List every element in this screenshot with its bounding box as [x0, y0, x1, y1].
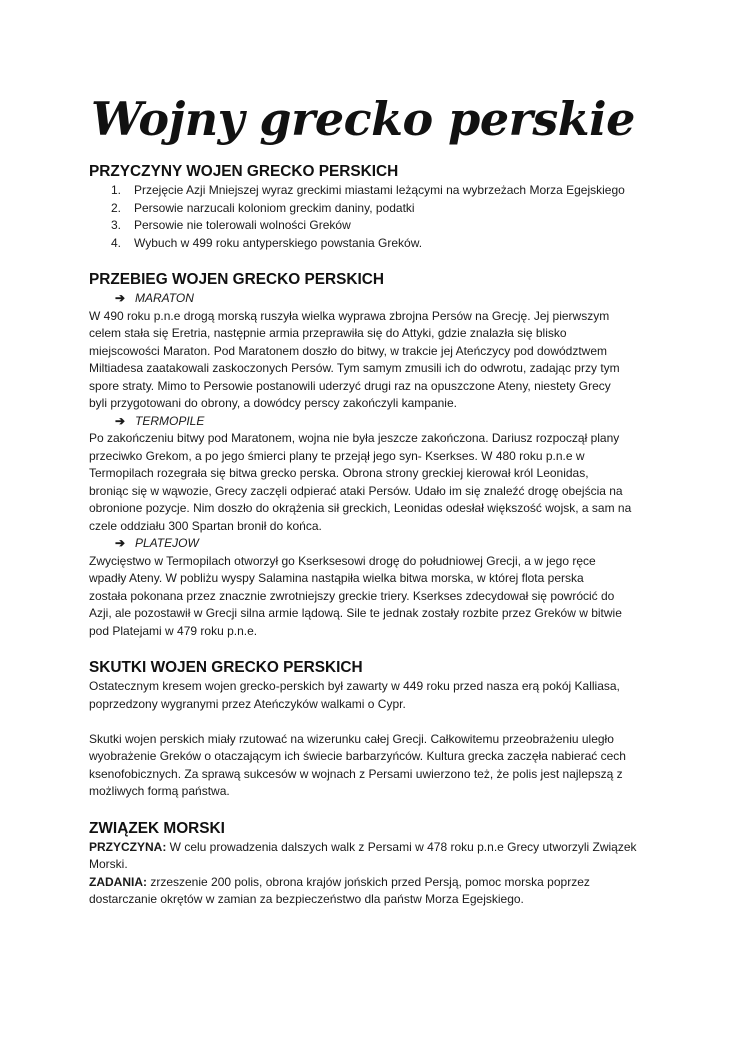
- paragraph-line: spore straty. Mimo to Persowie postanowili uderzyć drugi raz na opuszczone Ateny, niestety Grecy: [89, 378, 611, 393]
- effects-paragraph-2: [89, 731, 690, 801]
- battle-name: MARATON: [135, 291, 194, 306]
- paragraph-line: wyobrażenie Greków o otaczającym ich świecie barbarzyńców. Kultura grecka zaczęła nabierać cech: [89, 749, 626, 764]
- battle-platejow-text: [89, 553, 690, 641]
- paragraph-line: miejscowości Maraton. Pod Maratonem doszło do bitwy, w trakcie jej Ateńczycy pod dowództwem: [89, 343, 607, 358]
- paragraph-line: Azji, ale pozostawił w Grecji silna armie lądową. Sile te jednak zostały rozbite przez Greków w bitwie: [89, 606, 622, 621]
- league-cause-line: [89, 839, 690, 857]
- list-item: 1. Przejęcie Azji Mniejszej wyraz greckimi miastami leżącymi na wybrzeżach Morza Egejskiego: [111, 183, 625, 197]
- list-item: 3. Persowie nie tolerowali wolności Greków: [111, 218, 351, 233]
- paragraph-line: przeciwko Grekom, a po jego śmierci plany te przejął jego syn- Kserkses. W 480 roku p.n.e w: [89, 448, 585, 463]
- paragraph-line: ksenofobicznych. Za sprawą sukcesów w wojnach z Persami uwierzono też, że polis jest najlepszą z: [89, 766, 623, 781]
- paragraph-line: broniąc się w wąwozie, Grecy zaczęli odpierać ataki Persów. Udało im się znaleźć drogę obejścia na: [89, 483, 623, 498]
- paragraph-line: dostarczanie okrętów w zamian za bezpieczeństwo dla państw Morza Egejskiego.: [89, 892, 524, 907]
- paragraph-line: poprzedzony wygranymi przez Ateńczyków walkami o Cypr.: [89, 696, 406, 711]
- paragraph-line: Zwycięstwo w Termopilach otworzył go Kserksesowi drogę do południowej Grecji, a w jego ręce: [89, 553, 596, 568]
- effects-heading: SKUTKI WOJEN GRECKO PERSKICH: [89, 659, 363, 677]
- paragraph-line: możliwych formą państwa.: [89, 784, 230, 799]
- paragraph-line: obronione pozycje. Nim doszło do okrążenia sił greckich, Leonidas odesłał większość wojsk, a sam na: [89, 501, 632, 516]
- paragraph-line: byli przygotowani do obrony, a dowódcy perscy zakończyli kampanie.: [89, 396, 457, 411]
- arrow-right-icon: ➔: [115, 413, 126, 428]
- list-item: 4. Wybuch w 499 roku antyperskiego powstania Greków.: [111, 235, 423, 250]
- page-title: Wojny grecko perskie: [91, 92, 635, 146]
- paragraph-line: celem stała się Eretria, następnie armia przeprawiła się do Attyki, gdzie znalazła się blisko: [89, 326, 567, 341]
- paragraph-line: W 490 roku p.n.e drogą morską ruszyła wielka wyprawa zbrojna Persów na Grecję. Jej pierwszym: [89, 308, 610, 323]
- cause-label: PRZYCZYNA:: [89, 839, 167, 854]
- causes-section: [89, 162, 690, 252]
- league-tasks-line: [89, 874, 690, 892]
- causes-list: [89, 182, 690, 252]
- battle-termopile-heading: [89, 413, 690, 431]
- paragraph-line: Ostatecznym kresem wojen grecko-perskich był zawarty w 449 roku przed nasza erą pokój Kalliasa,: [89, 679, 620, 694]
- paragraph-line: Termopilach rozegrała się bitwa grecko perska. Obrona strony greckiej kierował król Leonidas,: [89, 466, 589, 481]
- course-section: [89, 270, 690, 640]
- paragraph-line: Po zakończeniu bitwy pod Maratonem, wojna nie była jeszcze zakończona. Dariusz rozpoczął plany: [89, 431, 620, 446]
- arrow-right-icon: ➔: [115, 536, 126, 551]
- battle-name: PLATEJOW: [135, 536, 199, 551]
- paragraph-line: Skutki wojen perskich miały rzutować na wizerunku całej Grecji. Całkowitemu przeobrażeniu uległo: [89, 731, 614, 746]
- causes-heading: PRZYCZYNY WOJEN GRECKO PERSKICH: [89, 163, 399, 180]
- arrow-right-icon: ➔: [115, 291, 126, 306]
- paragraph-spacer: [89, 713, 690, 731]
- battle-name: TERMOPILE: [135, 413, 205, 428]
- paragraph-line: Morski.: [89, 857, 128, 872]
- paragraph-line: pod Platejami w 479 roku p.n.e.: [89, 623, 258, 638]
- paragraph-text: zrzeszenie 200 polis, obrona krajów jońskich przed Persją, pomoc morska poprzez: [147, 874, 590, 889]
- list-item: 2. Persowie narzucali koloniom greckim daniny, podatki: [111, 200, 415, 215]
- battle-marathon-heading: [89, 290, 690, 308]
- battle-termopile-text: [89, 430, 690, 535]
- effects-section: [89, 658, 690, 801]
- battle-marathon-text: [89, 308, 690, 413]
- paragraph-line: czele oddziału 300 Spartan bronił do końca.: [89, 518, 322, 533]
- course-heading: PRZEBIEG WOJEN GRECKO PERSKICH: [89, 271, 385, 289]
- league-heading: ZWIĄZEK MORSKI: [89, 819, 225, 837]
- effects-paragraph-1: [89, 678, 690, 713]
- league-section: [89, 819, 690, 909]
- paragraph-line: wpadły Ateny. W pobliżu wyspy Salamina nastąpiła wielka bitwa morska, w której flota perska: [89, 571, 584, 586]
- paragraph-text: W celu prowadzenia dalszych walk z Persami w 478 roku p.n.e Grecy utworzyli Związek: [166, 839, 637, 854]
- paragraph-line: została pokonana przez znacznie zwrotniejszy greckie triery. Kserkses zdecydował się powrócić do: [89, 588, 615, 603]
- tasks-label: ZADANIA:: [89, 874, 147, 889]
- battle-platejow-heading: [89, 535, 690, 553]
- paragraph-line: Miltiadesa zaatakowali zaskoczonych Persów. Tym samym zmusili ich do odwrotu, zadając przy tym: [89, 361, 620, 376]
